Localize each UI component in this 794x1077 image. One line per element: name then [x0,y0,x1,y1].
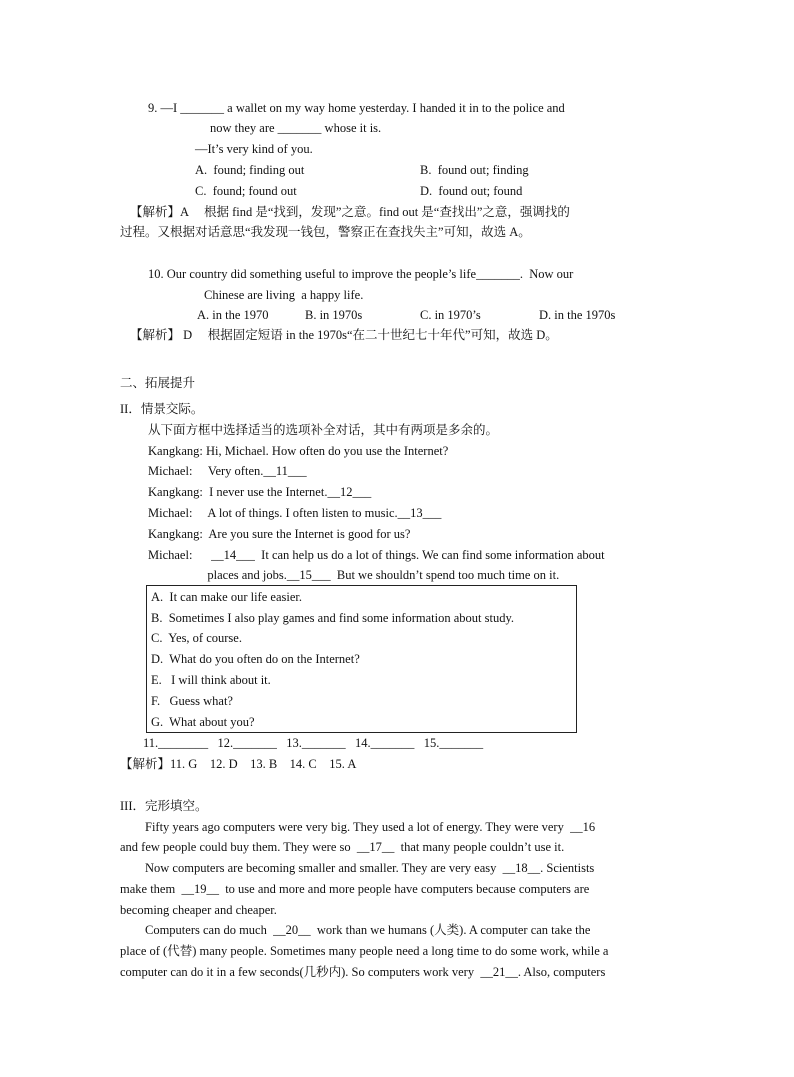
dialog-line: places and jobs.__15___ But we shouldn’t spend too much time on it. [148,568,560,582]
answer-blanks: 11.________ 12._______ 13._______ 14._______ 15._______ [143,736,484,750]
option-item: G. What about you? [151,715,255,729]
passage-line: Fifty years ago computers were very big. They used a lot of energy. They were very __16 [120,820,596,834]
dialog-line: Kangkang: Are you sure the Internet is good for us? [148,527,411,541]
dialog-line: Kangkang: Hi, Michael. How often do you use the Internet? [148,444,449,458]
passage-line: computer can do it in a few seconds(几秒内). So computers work very __21__. Also, computers [120,965,606,979]
q10-explanation: 【解析】 D 根据固定短语 in the 1970s“在二十世纪七十年代”可知，故选 D。 [130,328,558,342]
part2-answer: 【解析】11. G 12. D 13. B 14. C 15. A [120,757,357,771]
q10-option-c: C. in 1970’s [420,308,481,322]
part3-title: III．完形填空。 [120,799,208,813]
q9-explanation-2: 过程。又根据对话意思“我发现一钱包，警察正在查找失主”可知，故选 A。 [120,225,531,239]
passage-line: make them __19__ to use and more and more people have computers because computers are [120,882,590,896]
dialog-line: Michael: __14___ It can help us do a lot of things. We can find some information about [148,548,605,562]
part2-instruction: 从下面方框中选择适当的选项补全对话，其中有两项是多余的。 [148,423,499,437]
dialog-line: Michael: Very often.__11___ [148,464,307,478]
passage-line: Now computers are becoming smaller and smaller. They are very easy __18__. Scientists [120,861,595,875]
dialog-line: Michael: A lot of things. I often listen to music.__13___ [148,506,442,520]
option-item: D. What do you often do on the Internet? [151,652,360,666]
passage-line: Computers can do much __20__ work than we humans (人类). A computer can take the [120,923,591,937]
part2-title: II．情景交际。 [120,402,204,416]
q9-option-c: C. found; found out [195,184,297,198]
option-item: A. It can make our life easier. [151,590,302,604]
option-item: E. I will think about it. [151,673,271,687]
passage-line: and few people could buy them. They were so __17__ that many people couldn’t use it. [120,840,565,854]
q9-explanation-1: 【解析】A 根据 find 是“找到，发现”之意。find out 是“查找出”之意，强调找的 [130,205,570,219]
option-item: B. Sometimes I also play games and find some information about study. [151,611,515,625]
q9-line2: now they are _______ whose it is. [210,121,382,135]
q10-line2: Chinese are living a happy life. [204,288,364,302]
q10-option-d: D. in the 1970s [539,308,616,322]
q9-option-a: A. found; finding out [195,163,305,177]
q9-line1: 9. —I _______ a wallet on my way home yesterday. I handed it in to the police and [148,101,565,115]
option-item: C. Yes, of course. [151,631,242,645]
q10-option-b: B. in 1970s [305,308,363,322]
section-title: 二、拓展提升 [120,376,196,390]
q9-option-b: B. found out; finding [420,163,529,177]
q9-option-d: D. found out; found [420,184,523,198]
passage-line: place of (代替) many people. Sometimes many people need a long time to do some work, while a [120,944,609,958]
passage-line: becoming cheaper and cheaper. [120,903,277,917]
option-item: F. Guess what? [151,694,233,708]
dialog-line: Kangkang: I never use the Internet.__12___ [148,485,372,499]
q10-option-a: A. in the 1970 [197,308,269,322]
q10-line1: 10. Our country did something useful to improve the people’s life_______. Now our [148,267,574,281]
q9-line3: —It’s very kind of you. [195,142,313,156]
